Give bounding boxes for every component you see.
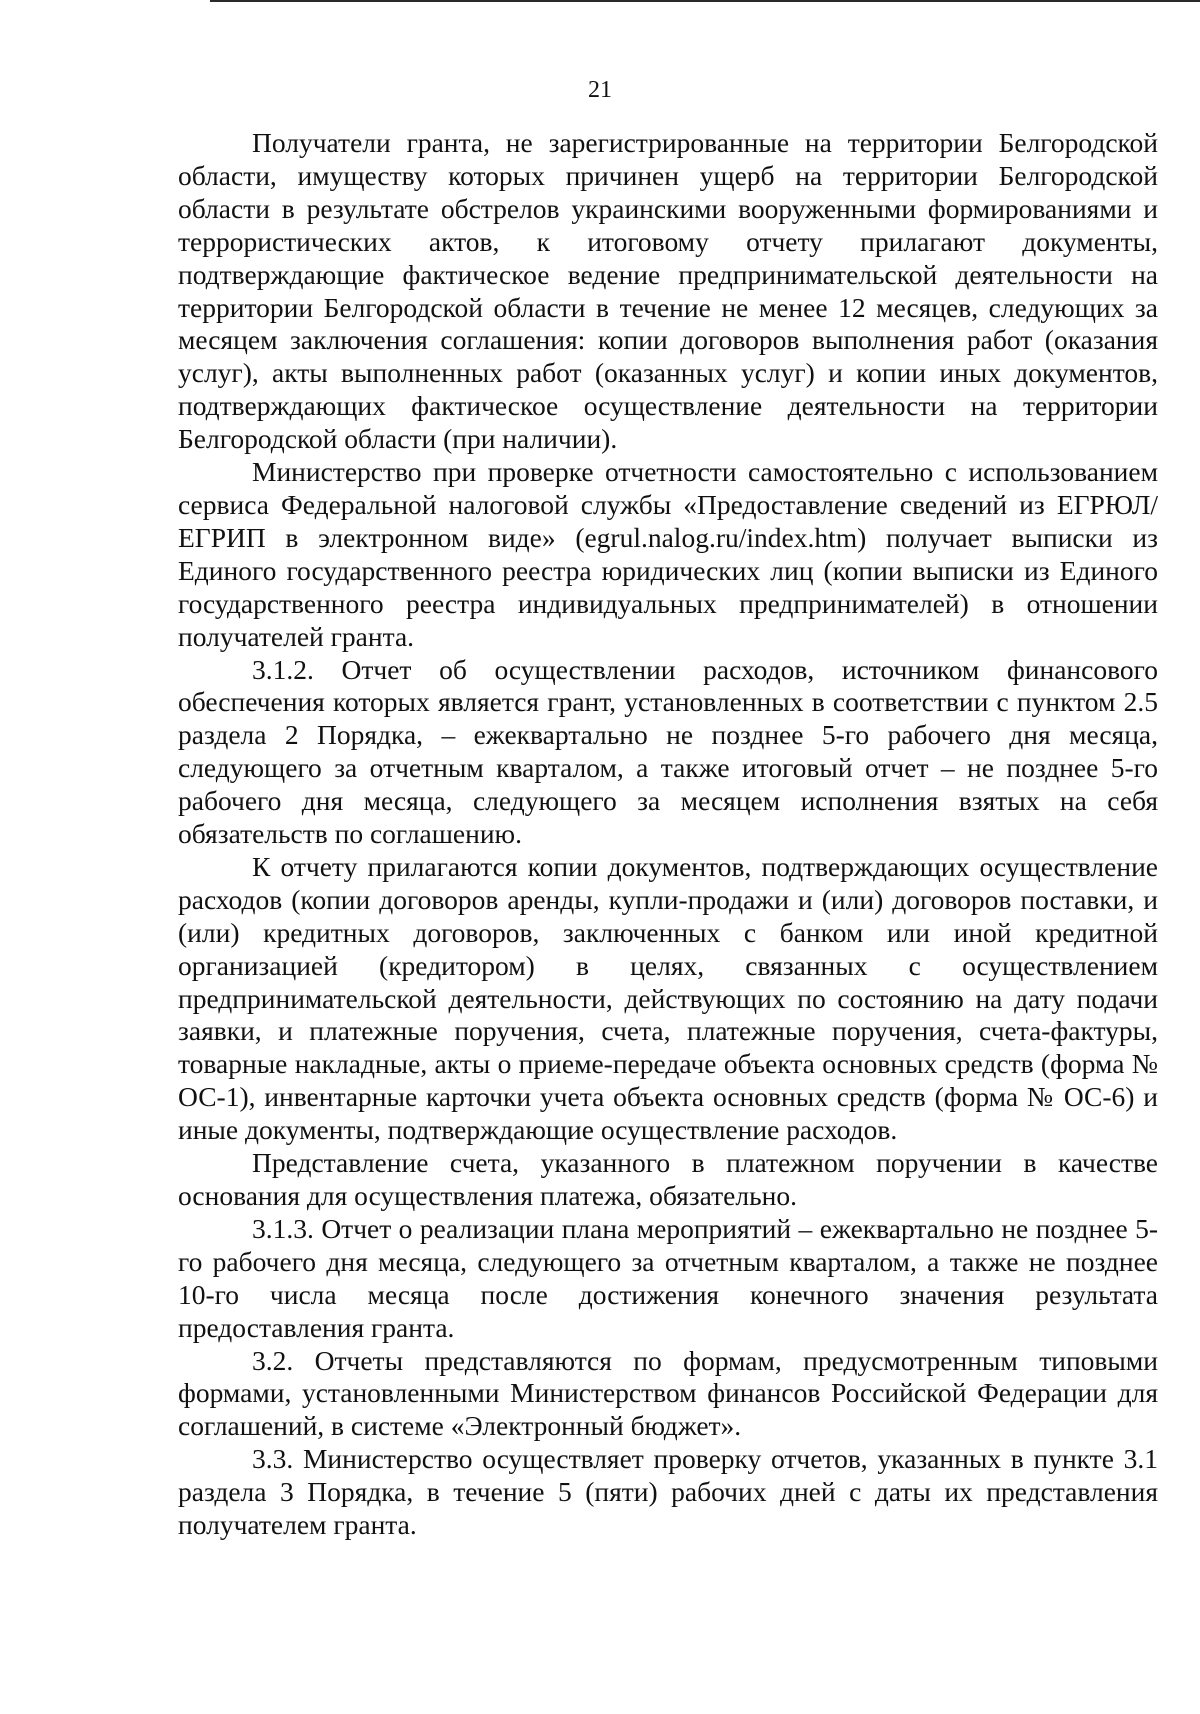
paragraph: 3.1.3. Отчет о реализации плана мероприятий – ежеквартально не позднее 5-го рабочего дня месяца, следующего за отчетным кварталом, а также не позднее 10-го числа месяца после достижения конечного значения результата предоставления гранта. [178, 1212, 1158, 1343]
paragraph: К отчету прилагаются копии документов, подтверждающих осуществление расходов (копии договоров аренды, купли-продажи и (или) договоров поставки, и (или) кредитных договоров, заключенных с банком или иной кредитной организацией (кредитором) в целях, связанных с осуществлением предпринимательской деятельности, действующих по состоянию на дату подачи заявки, и платежные поручения, счета, платежные поручения, счета-фактуры, товарные накладные, акты о приеме-передаче объекта основных средств (форма № ОС-1), инвентарные карточки учета объекта основных средств (форма № ОС-6) и иные документы, подтверждающие осуществление расходов. [178, 850, 1158, 1146]
document-body [178, 127, 1158, 1542]
paragraph: 3.2. Отчеты представляются по формам, предусмотренным типовыми формами, установленными Министерством финансов Российской Федерации для соглашений, в системе «Электронный бюджет». [178, 1344, 1158, 1442]
paragraph: Министерство при проверке отчетности самостоятельно с использованием сервиса Федеральной налоговой службы «Предоставление сведений из ЕГРЮЛ/ЕГРИП в электронном виде» (egrul.nalog.ru/index.htm) получает выписки из Единого государственного реестра юридических лиц (копии выписки из Единого государственного реестра индивидуальных предпринимателей) в отношении получателей гранта. [178, 456, 1158, 652]
page-top-edge [210, 0, 1200, 2]
paragraph: Представление счета, указанного в платежном поручении в качестве основания для осуществления платежа, обязательно. [178, 1147, 1158, 1211]
paragraph: 3.1.2. Отчет об осуществлении расходов, источником финансового обеспечения которых является грант, установленных в соответствии с пунктом 2.5 раздела 2 Порядка, – ежеквартально не позднее 5-го рабочего дня месяца, следующего за отчетным кварталом, а также итоговый отчет – не позднее 5-го рабочего дня месяца, следующего за месяцем исполнения взятых на себя обязательств по соглашению. [178, 653, 1158, 850]
paragraph: 3.3. Министерство осуществляет проверку отчетов, указанных в пункте 3.1 раздела 3 Порядка, в течение 5 (пяти) рабочих дней с даты их представления получателем гранта. [178, 1443, 1158, 1541]
page-number: 21 [588, 77, 612, 103]
paragraph: Получатели гранта, не зарегистрированные на территории Белгородской области, имуществу которых причинен ущерб на территории Белгородской области в результате обстрелов украинскими вооруженными формированиями и террористических актов, к итоговому отчету прилагают документы, подтверждающие фактическое ведение предпринимательской деятельности на территории Белгородской области в течение не менее 12 месяцев, следующих за месяцем заключения соглашения: копии договоров выполнения работ (оказания услуг), акты выполненных работ (оказанных услуг) и копии иных документов, подтверждающих фактическое осуществление деятельности на территории Белгородской области (при наличии). [178, 127, 1158, 455]
